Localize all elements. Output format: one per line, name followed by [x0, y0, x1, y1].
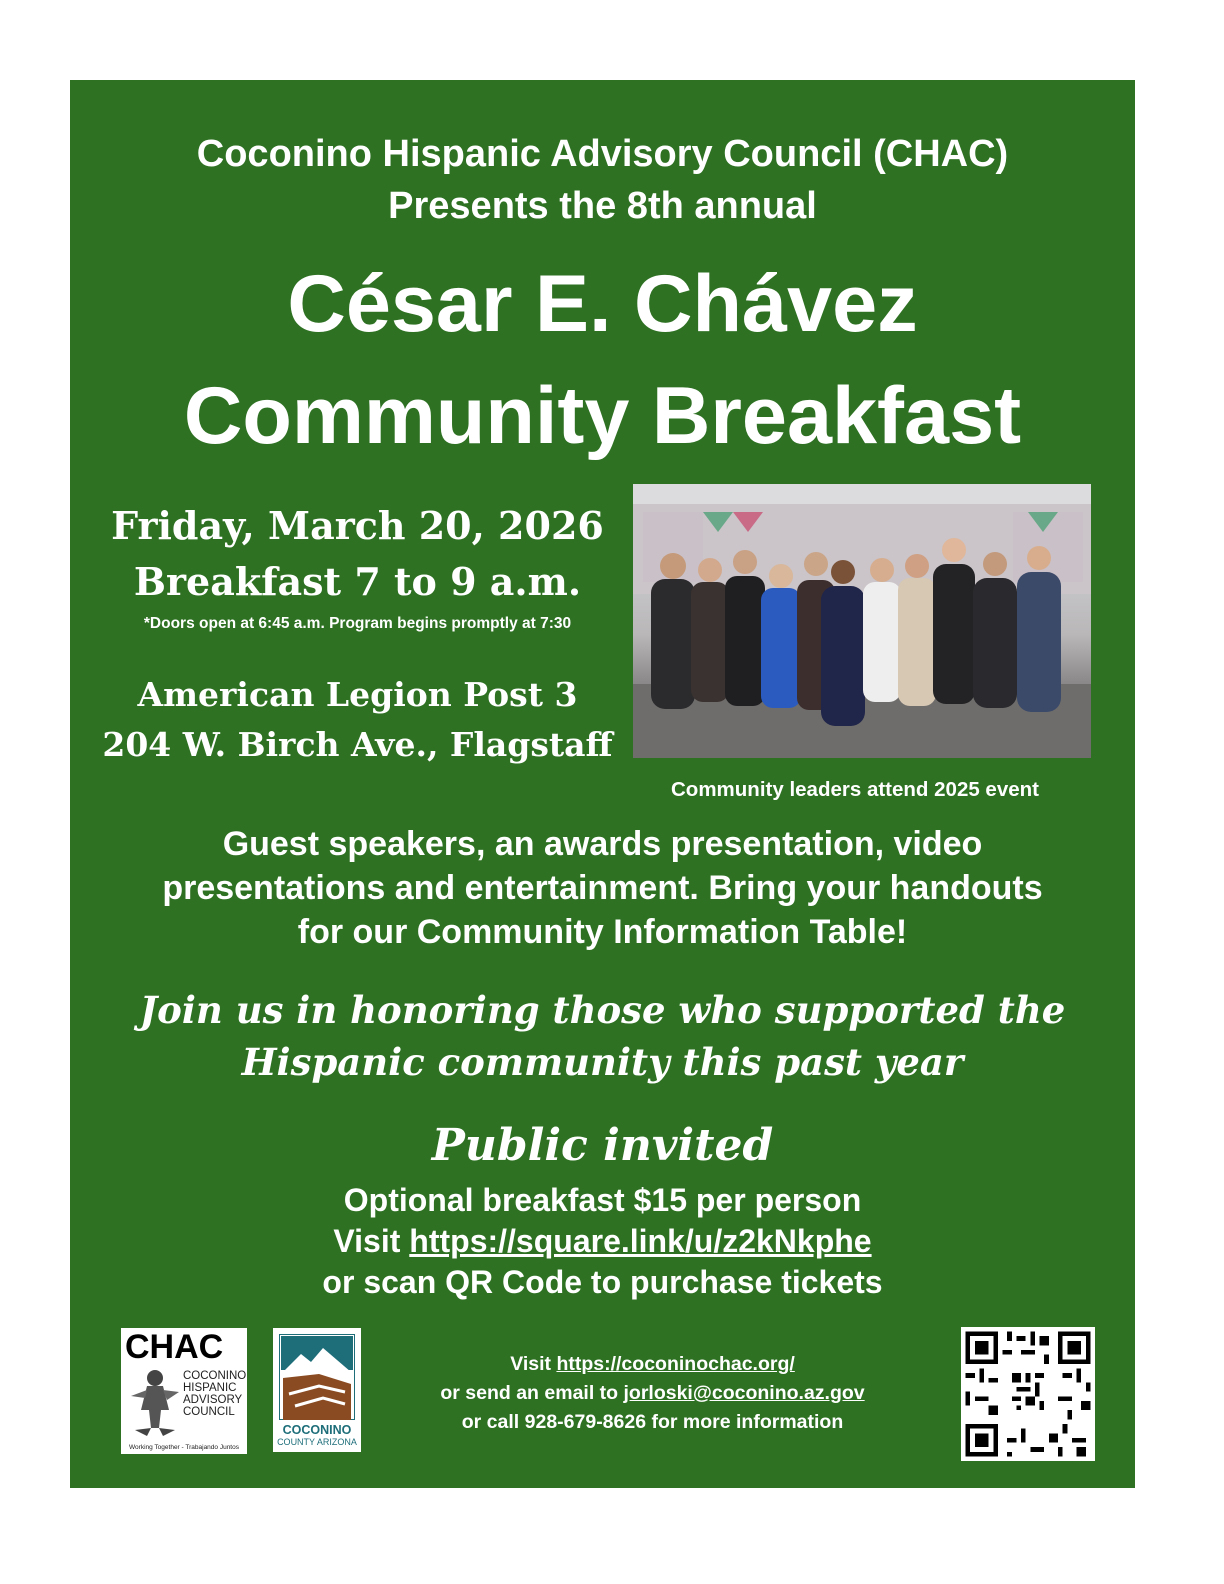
flyer: [70, 80, 1135, 1488]
header: [70, 128, 1135, 232]
group-photo-illustration: [633, 484, 1091, 758]
qr-line: or scan QR Code to purchase tickets: [322, 1264, 883, 1300]
public-invited: Public invited: [431, 1120, 774, 1171]
ticket-link[interactable]: https://square.link/u/z2kNkphe: [409, 1223, 872, 1259]
title-line-1: César E. Chávez: [287, 259, 918, 349]
coconino-mountain-icon: [279, 1334, 355, 1420]
ticket-visit-line: [70, 1221, 1135, 1262]
chac-logo: [121, 1328, 247, 1454]
photo-caption: Community leaders attend 2025 event: [671, 778, 1039, 801]
chac-tagline: Working Together - Trabajando Juntos: [129, 1444, 239, 1451]
group-photo: [633, 484, 1091, 758]
honor-line-1: Join us in honoring those who supported the: [139, 988, 1066, 1032]
venue-address: 204 W. Birch Ave., Flagstaff: [102, 725, 613, 764]
chac-line-2: HISPANIC: [183, 1382, 237, 1394]
county-name: COCONINO: [282, 1423, 352, 1437]
event-location: [80, 670, 635, 770]
description-line-3: for our Community Information Table!: [297, 913, 908, 951]
contact-email-prefix: or send an email to: [440, 1382, 624, 1404]
chac-line-1: COCONINO: [183, 1370, 247, 1382]
website-link[interactable]: https://coconinochac.org/: [556, 1353, 795, 1375]
ticket-visit-prefix: Visit: [333, 1223, 410, 1259]
chac-line-3: ADVISORY: [183, 1394, 243, 1406]
venue-name: American Legion Post 3: [137, 675, 578, 714]
contact-website-line: [370, 1350, 935, 1379]
contact-info: [370, 1350, 935, 1437]
description-line-1: Guest speakers, an awards presentation, video: [222, 825, 983, 863]
price-line: Optional breakfast $15 per person: [343, 1182, 862, 1218]
event-date: Friday, March 20, 2026: [111, 503, 604, 548]
doors-note: *Doors open at 6:45 a.m. Program begins promptly at 7:30: [143, 615, 572, 632]
contact-email-line: [370, 1379, 935, 1408]
presents-line: Presents the 8th annual: [388, 185, 817, 227]
event-description: [70, 822, 1135, 954]
qr-code-icon: [961, 1327, 1095, 1461]
honor-statement: [70, 984, 1135, 1088]
event-time-block: [80, 498, 635, 636]
email-link[interactable]: jorloski@coconino.az.gov: [623, 1382, 865, 1404]
event-time: Breakfast 7 to 9 a.m.: [133, 559, 582, 604]
ticket-info: [70, 1180, 1135, 1303]
org-name: Coconino Hispanic Advisory Council (CHAC): [196, 133, 1009, 175]
qr-code[interactable]: [961, 1327, 1095, 1461]
chac-logo-text: CHAC: [125, 1328, 224, 1366]
title-line-2: Community Breakfast: [183, 371, 1022, 461]
contact-phone-line: or call 928-679-8626 for more information: [461, 1411, 844, 1433]
honor-line-2: Hispanic community this past year: [241, 1040, 964, 1084]
chac-line-4: COUNCIL: [183, 1406, 235, 1418]
chac-aztec-figure-icon: [125, 1366, 185, 1438]
county-subtitle: COUNTY ARIZONA: [277, 1437, 357, 1447]
chac-logo-lines: [183, 1370, 246, 1418]
coconino-county-logo: [273, 1328, 361, 1452]
event-title: [70, 248, 1135, 472]
description-line-2: presentations and entertainment. Bring your handouts: [162, 869, 1043, 907]
contact-visit-prefix: Visit: [510, 1353, 557, 1375]
